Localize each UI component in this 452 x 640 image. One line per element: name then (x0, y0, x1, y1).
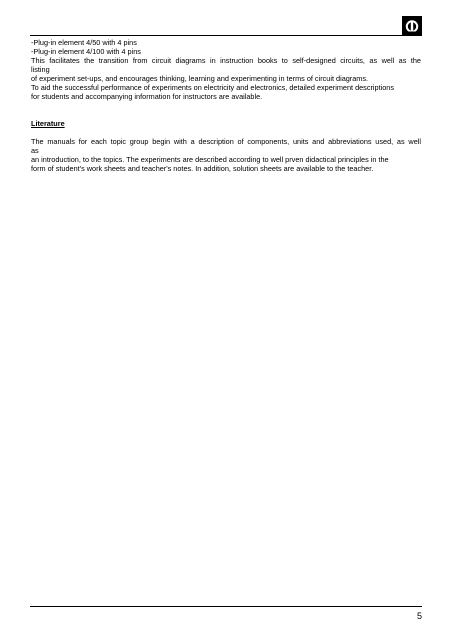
text-line: This facilitates the transition from circuit diagrams in instruction books to self-designed circuits, as well as the (31, 56, 421, 65)
header-rule (30, 35, 422, 36)
text-line: of experiment set-ups, and encourages thinking, learning and experimenting in terms of circuit diagrams. (31, 74, 369, 83)
text-line: form of student's work sheets and teacher's notes. In addition, solution sheets are available to the teacher. (31, 164, 374, 173)
text-line: as (31, 146, 39, 155)
text-line: for students and accompanying information for instructors are available. (31, 92, 263, 101)
text-line: -Plug-in element 4/100 with 4 pins (31, 47, 141, 56)
text-line: listing (31, 65, 50, 74)
page-body (31, 38, 421, 173)
section-heading: Literature (31, 119, 65, 128)
footer-rule (30, 606, 422, 607)
text-line: an introduction, to the topics. The experiments are described according to well prven didactical principles in the (31, 155, 389, 164)
text-line: -Plug-in element 4/50 with 4 pins (31, 38, 137, 47)
page-number: 5 (416, 611, 422, 621)
company-logo-icon (402, 16, 422, 36)
text-line: To aid the successful performance of experiments on electricity and electronics, detailed experiment descriptions (31, 83, 394, 92)
text-line: The manuals for each topic group begin with a description of components, units and abbreviations used, as well (31, 137, 421, 146)
